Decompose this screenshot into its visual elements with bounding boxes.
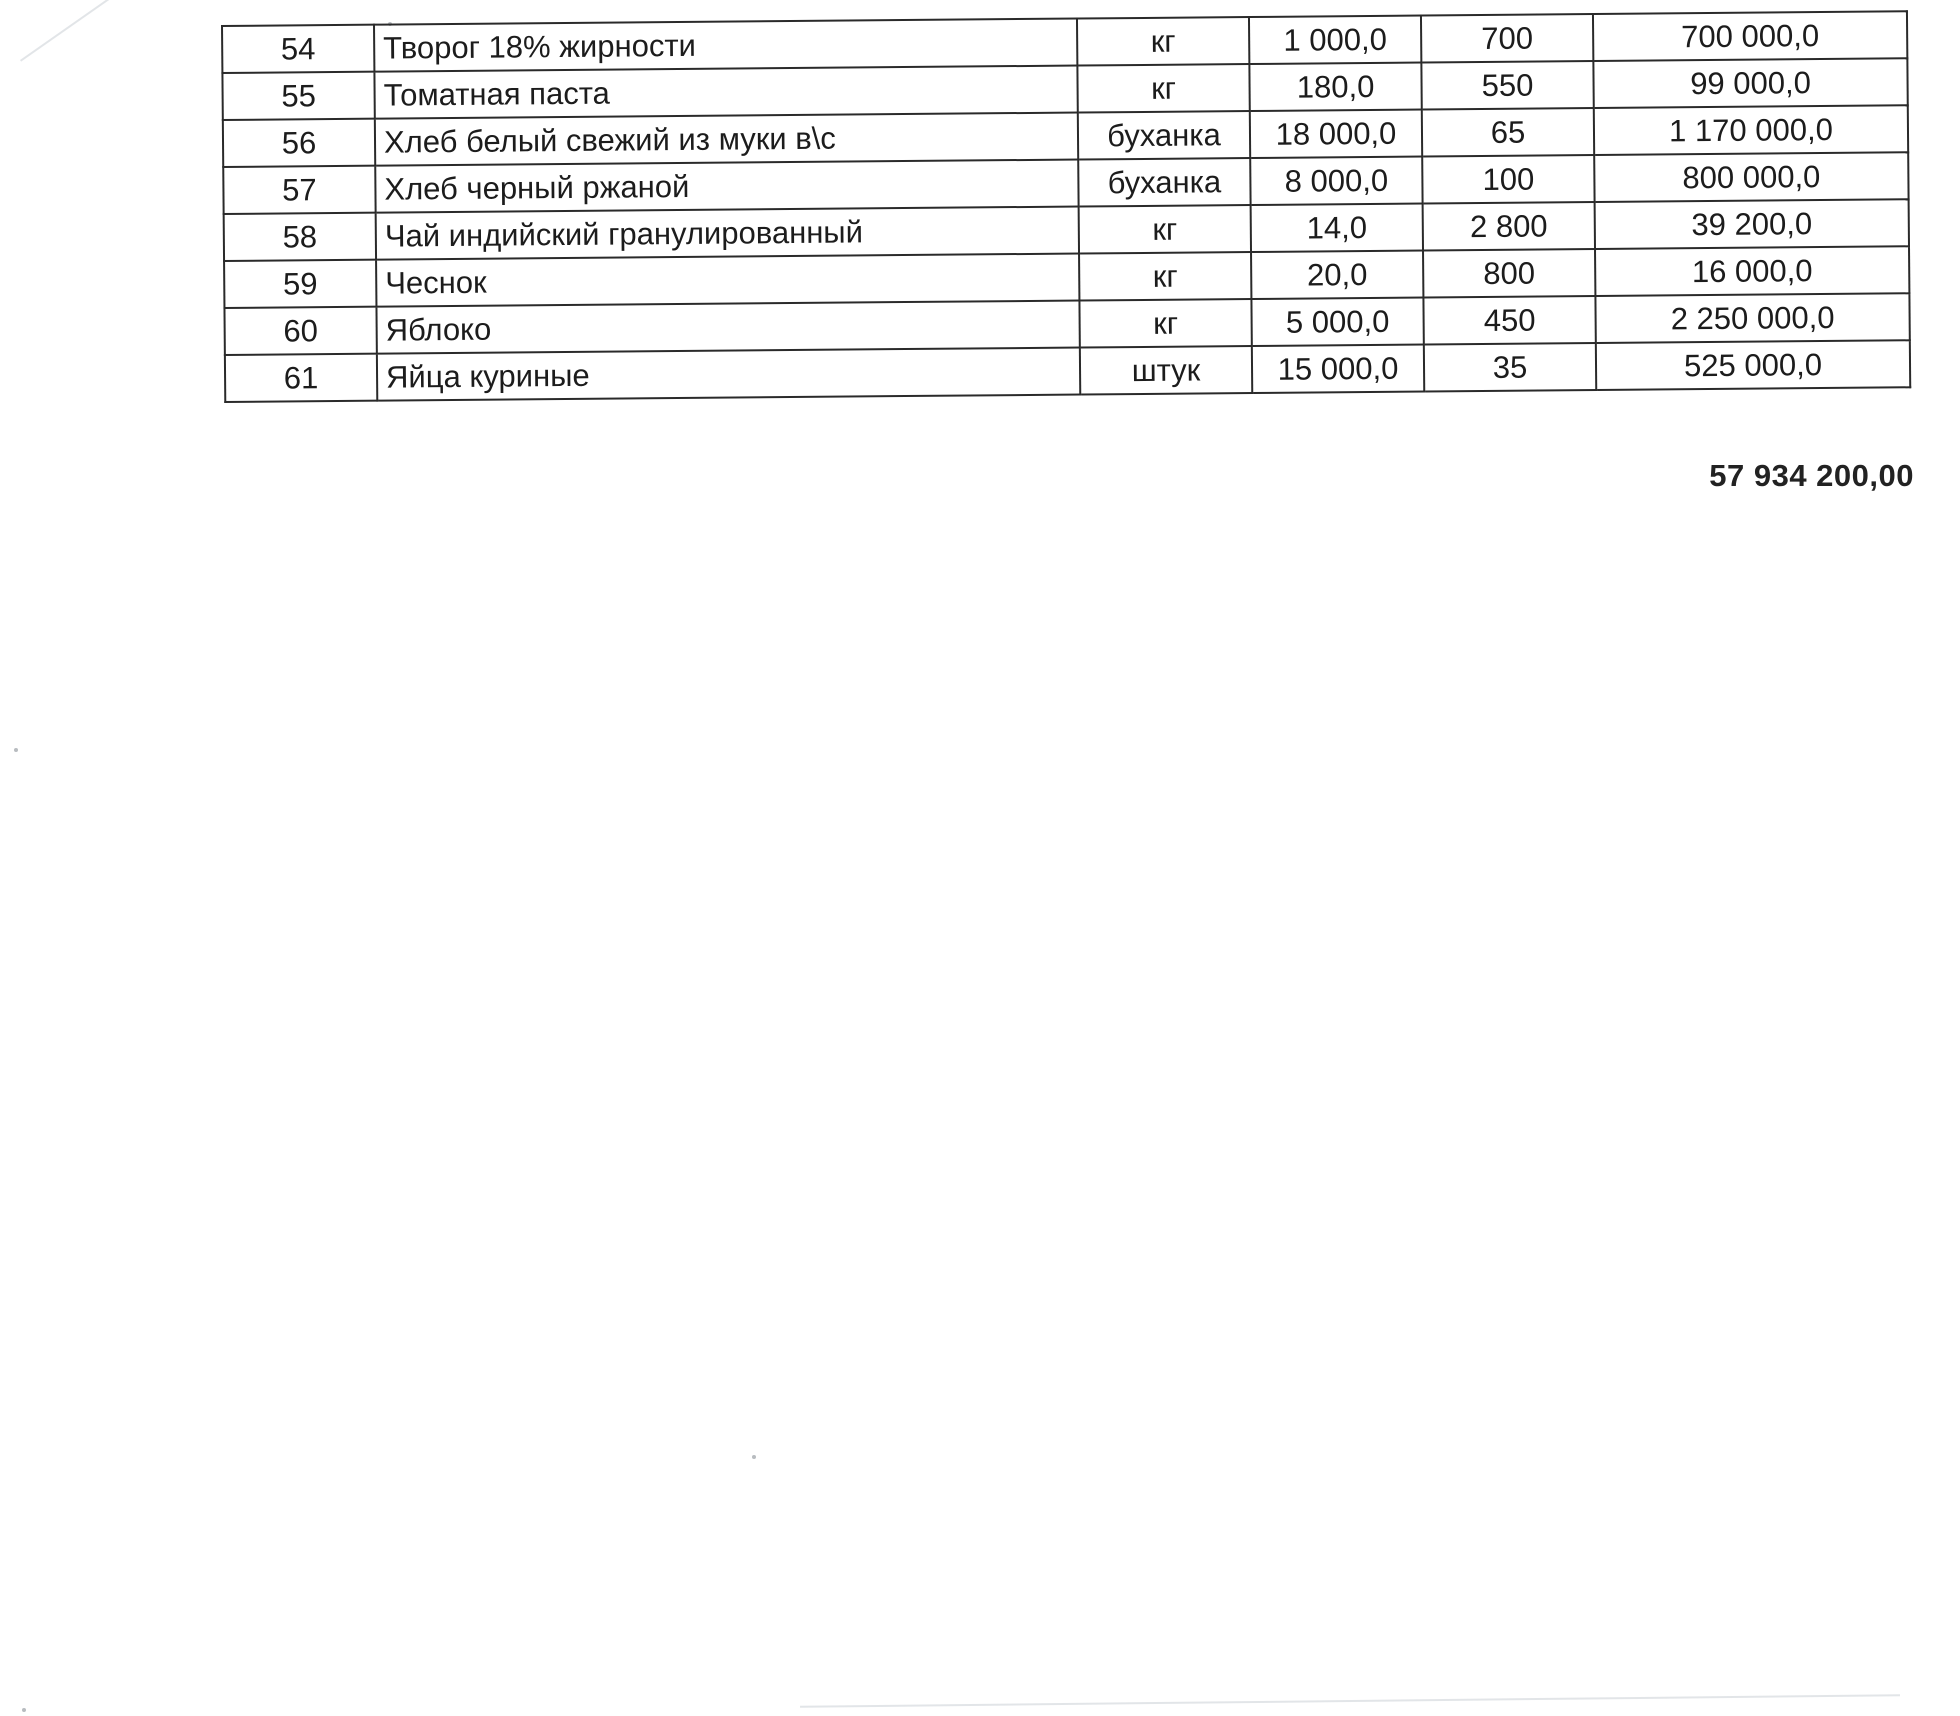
quantity-cell: 15 000,0 [1252, 345, 1424, 393]
product-name-cell: Хлеб черный ржаной [375, 160, 1078, 213]
product-name-cell: Яблоко [376, 301, 1079, 354]
line-total-cell: 16 000,0 [1595, 246, 1909, 296]
row-number-cell: 56 [223, 119, 375, 167]
unit-of-measure-cell: кг [1079, 205, 1251, 253]
row-number-cell: 59 [224, 260, 376, 308]
unit-of-measure-cell: кг [1077, 17, 1249, 65]
quantity-cell: 1 000,0 [1249, 16, 1421, 64]
line-total-cell: 39 200,0 [1595, 199, 1909, 249]
quantity-cell: 18 000,0 [1250, 110, 1422, 158]
quantity-cell: 20,0 [1251, 251, 1423, 299]
scan-speck [22, 1708, 26, 1712]
row-number-cell: 58 [224, 213, 376, 261]
unit-price-cell: 800 [1423, 249, 1595, 297]
unit-of-measure-cell: буханка [1078, 111, 1250, 159]
unit-of-measure-cell: штук [1080, 346, 1252, 394]
scan-artifact-line [800, 1694, 1900, 1708]
quantity-cell: 180,0 [1249, 63, 1421, 111]
line-total-cell: 2 250 000,0 [1595, 293, 1909, 343]
unit-price-cell: 100 [1422, 155, 1594, 203]
scan-artifact-line [20, 0, 152, 62]
line-total-cell: 700 000,0 [1593, 11, 1907, 61]
scan-speck [752, 1455, 756, 1459]
unit-price-cell: 2 800 [1423, 202, 1595, 250]
quantity-cell: 5 000,0 [1251, 298, 1423, 346]
line-total-cell: 99 000,0 [1593, 58, 1907, 108]
unit-price-cell: 700 [1421, 14, 1593, 62]
scan-speck [14, 748, 18, 752]
quantity-cell: 8 000,0 [1250, 157, 1422, 205]
row-number-cell: 57 [223, 166, 375, 214]
unit-of-measure-cell: кг [1079, 299, 1251, 347]
items-table [221, 10, 1911, 403]
unit-of-measure-cell: кг [1077, 64, 1249, 112]
items-table-body [222, 11, 1910, 402]
grand-total: 57 934 200,00 [1709, 458, 1914, 493]
row-number-cell: 54 [222, 25, 374, 73]
unit-price-cell: 35 [1424, 343, 1596, 391]
unit-of-measure-cell: буханка [1078, 158, 1250, 206]
line-total-cell: 1 170 000,0 [1594, 105, 1908, 155]
product-name-cell: Хлеб белый свежий из муки в\с [375, 113, 1078, 166]
line-total-cell: 800 000,0 [1594, 152, 1908, 202]
quantity-cell: 14,0 [1251, 204, 1423, 252]
product-name-cell: Яйца куриные [377, 348, 1080, 401]
items-table-container [221, 10, 1909, 403]
unit-price-cell: 65 [1422, 108, 1594, 156]
unit-of-measure-cell: кг [1079, 252, 1251, 300]
unit-price-cell: 550 [1421, 61, 1593, 109]
row-number-cell: 60 [224, 307, 376, 355]
product-name-cell: Творог 18% жирности [374, 19, 1077, 72]
unit-price-cell: 450 [1423, 296, 1595, 344]
line-total-cell: 525 000,0 [1596, 340, 1910, 390]
product-name-cell: Томатная паста [374, 66, 1077, 119]
product-name-cell: Чеснок [376, 254, 1079, 307]
product-name-cell: Чай индийский гранулированный [376, 207, 1079, 260]
row-number-cell: 61 [225, 354, 377, 402]
row-number-cell: 55 [222, 72, 374, 120]
